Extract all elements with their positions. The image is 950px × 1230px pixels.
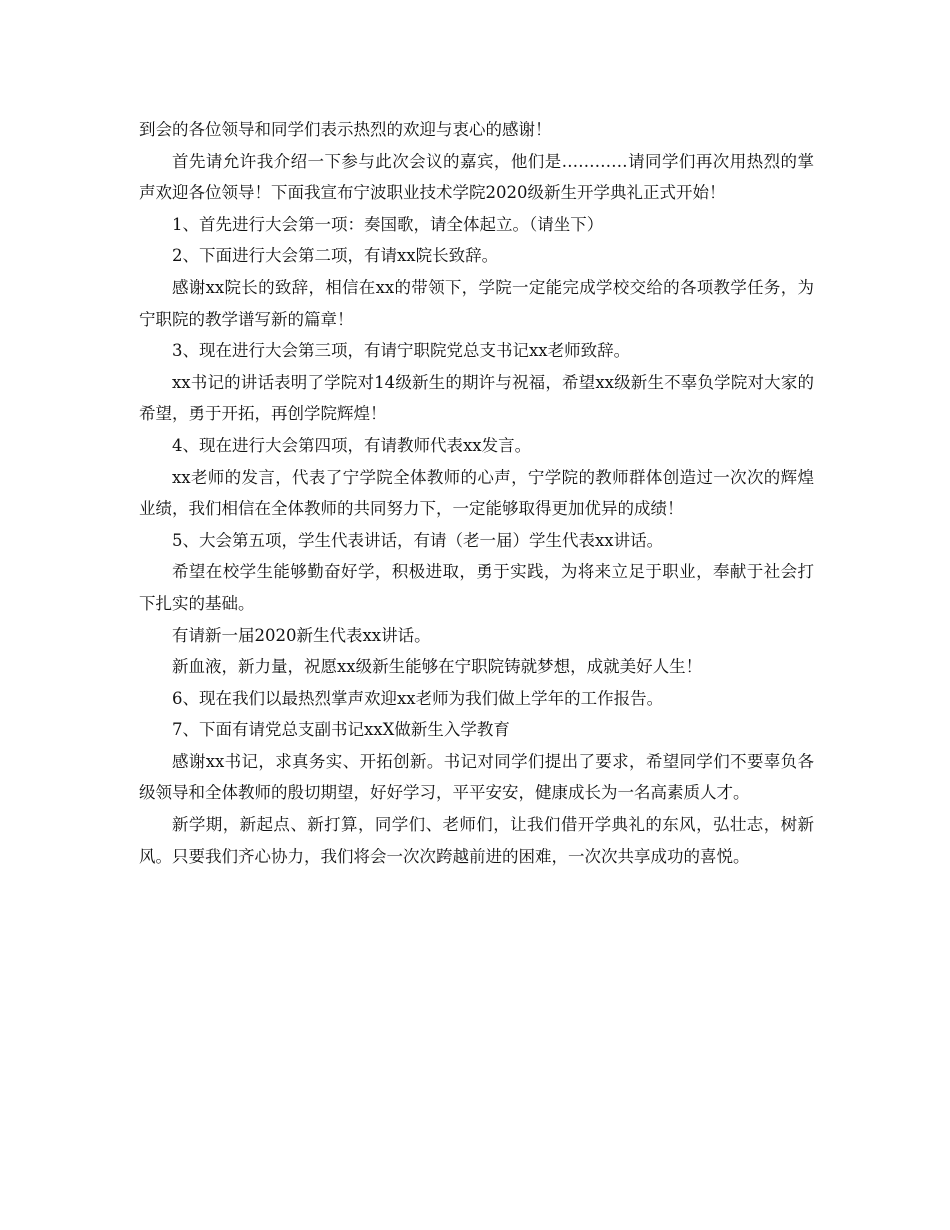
paragraph-5: 感谢xx院长的致辞，相信在xx的带领下，学院一定能完成学校交给的各项教学任务，为宁职院的教学谱写新的篇章！ bbox=[139, 277, 814, 329]
paragraph-2: 首先请允许我介绍一下参与此次会议的嘉宾，他们是…………请同学们再次用热烈的掌声欢迎各位领导！下面我宣布宁波职业技术学院2020级新生开学典礼正式开始！ bbox=[139, 151, 814, 203]
paragraph-9: xx老师的发言，代表了宁学院全体教师的心声，宁学院的教师群体创造过一次次的辉煌业绩，我们相信在全体教师的共同努力下，一定能够取得更加优异的成绩！ bbox=[139, 467, 814, 519]
paragraph-12: 有请新一届2020新生代表xx讲话。 bbox=[172, 625, 431, 645]
paragraph-3: 1、首先进行大会第一项：奏国歌，请全体起立。（请坐下） bbox=[172, 214, 604, 234]
paragraph-1: 到会的各位领导和同学们表示热烈的欢迎与衷心的感谢！ bbox=[139, 120, 552, 139]
paragraph-10: 5、大会第五项，学生代表讲话，有请（老一届）学生代表xx讲话。 bbox=[172, 530, 664, 550]
paragraph-15: 7、下面有请党总支副书记xxX做新生入学教育 bbox=[172, 720, 510, 740]
paragraph-8: 4、现在进行大会第四项，有请教师代表xx发言。 bbox=[172, 435, 532, 455]
document-body bbox=[139, 114, 814, 872]
paragraph-4: 2、下面进行大会第二项，有请xx院长致辞。 bbox=[172, 246, 499, 266]
paragraph-11: 希望在校学生能够勤奋好学，积极进取，勇于实践，为将来立足于职业，奉献于社会打下扎实的基础。 bbox=[139, 562, 814, 613]
paragraph-14: 6、现在我们以最热烈掌声欢迎xx老师为我们做上学年的工作报告。 bbox=[172, 688, 664, 708]
paragraph-16: 感谢xx书记，求真务实、开拓创新。书记对同学们提出了要求，希望同学们不要辜负各级领导和全体教师的殷切期望，好好学习，平平安安，健康成长为一名高素质人才。 bbox=[139, 751, 814, 803]
paragraph-6: 3、现在进行大会第三项，有请宁职院党总支书记xx老师致辞。 bbox=[172, 341, 631, 361]
paragraph-7: xx书记的讲话表明了学院对14级新生的期许与祝福，希望xx级新生不辜负学院对大家的希望，勇于开拓，再创学院辉煌！ bbox=[139, 372, 814, 424]
paragraph-17: 新学期，新起点、新打算，同学们、老师们，让我们借开学典礼的东风，弘壮志，树新风。只要我们齐心协力，我们将会一次次跨越前进的困难，一次次共享成功的喜悦。 bbox=[139, 815, 814, 866]
paragraph-13: 新血液，新力量，祝愿xx级新生能够在宁职院铸就梦想，成就美好人生！ bbox=[172, 657, 703, 677]
